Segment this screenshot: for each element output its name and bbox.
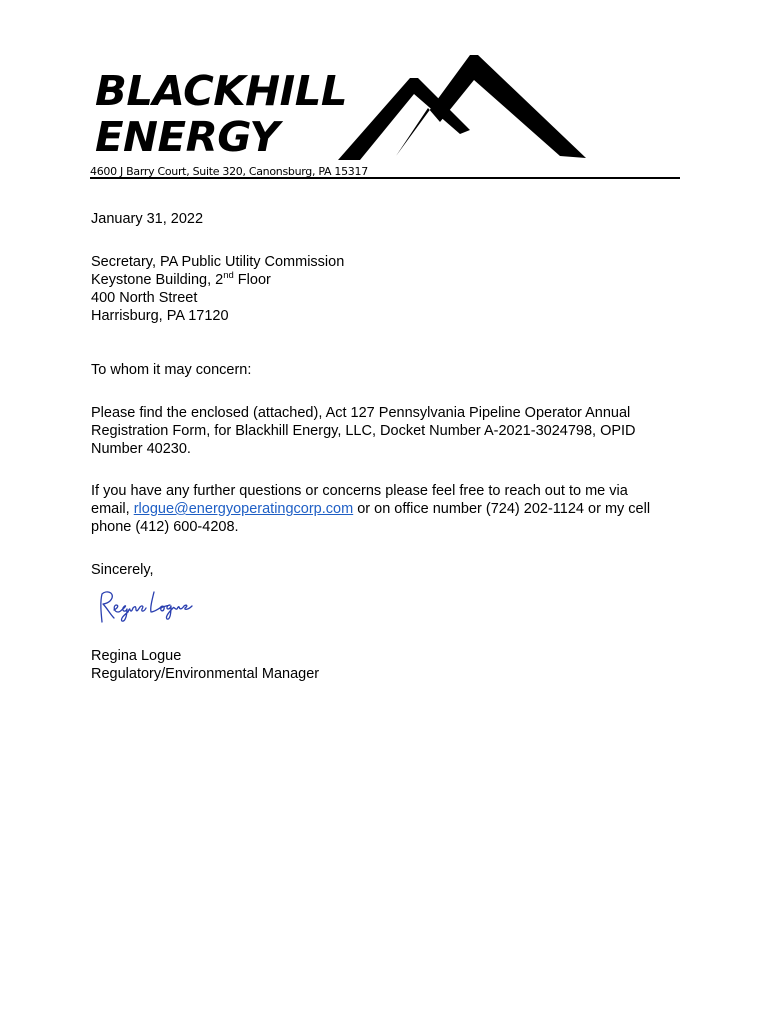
letter-date: January 31, 2022 <box>91 211 204 227</box>
recipient-address-block <box>91 253 691 325</box>
logo-line-1: BLACKHILL <box>95 67 347 115</box>
recipient-building: Keystone Building, 2 <box>91 272 224 288</box>
body-paragraph-1 <box>91 404 691 458</box>
signer-name: Regina Logue <box>91 648 182 664</box>
paragraph-line <box>91 500 691 518</box>
company-address: 4600 J Barry Court, Suite 320, Canonsburg, PA 15317 <box>90 165 368 178</box>
signer-block <box>91 647 691 683</box>
recipient-line: Harrisburg, PA 17120 <box>91 308 229 324</box>
logo-line-2: ENERGY <box>95 113 280 161</box>
letterhead-divider <box>90 177 680 179</box>
signer-title: Regulatory/Environmental Manager <box>91 666 320 682</box>
paragraph-line: Registration Form, for Blackhill Energy, LLC, Docket Number A-2021-3024798, OPID <box>91 423 636 439</box>
recipient-line: Secretary, PA Public Utility Commission <box>91 254 345 270</box>
handwritten-signature <box>94 588 206 626</box>
recipient-floor: Floor <box>233 272 271 288</box>
closing: Sincerely, <box>91 562 154 578</box>
recipient-line <box>91 271 691 289</box>
paragraph-line: Number 40230. <box>91 441 191 457</box>
paragraph-line: Please find the enclosed (attached), Act 127 Pennsylvania Pipeline Operator Annual <box>91 405 631 421</box>
email-link[interactable]: rlogue@energyoperatingcorp.com <box>133 501 354 517</box>
paragraph-line: phone (412) 600-4208. <box>91 519 239 535</box>
recipient-line: 400 North Street <box>91 290 198 306</box>
mountain-logo-icon <box>338 50 588 162</box>
phone-text: or on office number (724) 202-1124 or my cell <box>353 501 651 517</box>
paragraph-line: If you have any further questions or concerns please feel free to reach out to me via <box>91 483 628 499</box>
company-logo-wordmark <box>95 68 347 160</box>
ordinal-suffix: nd <box>223 270 234 281</box>
body-paragraph-2 <box>91 482 691 536</box>
salutation: To whom it may concern: <box>91 362 252 378</box>
email-prefix: email, <box>91 501 134 517</box>
